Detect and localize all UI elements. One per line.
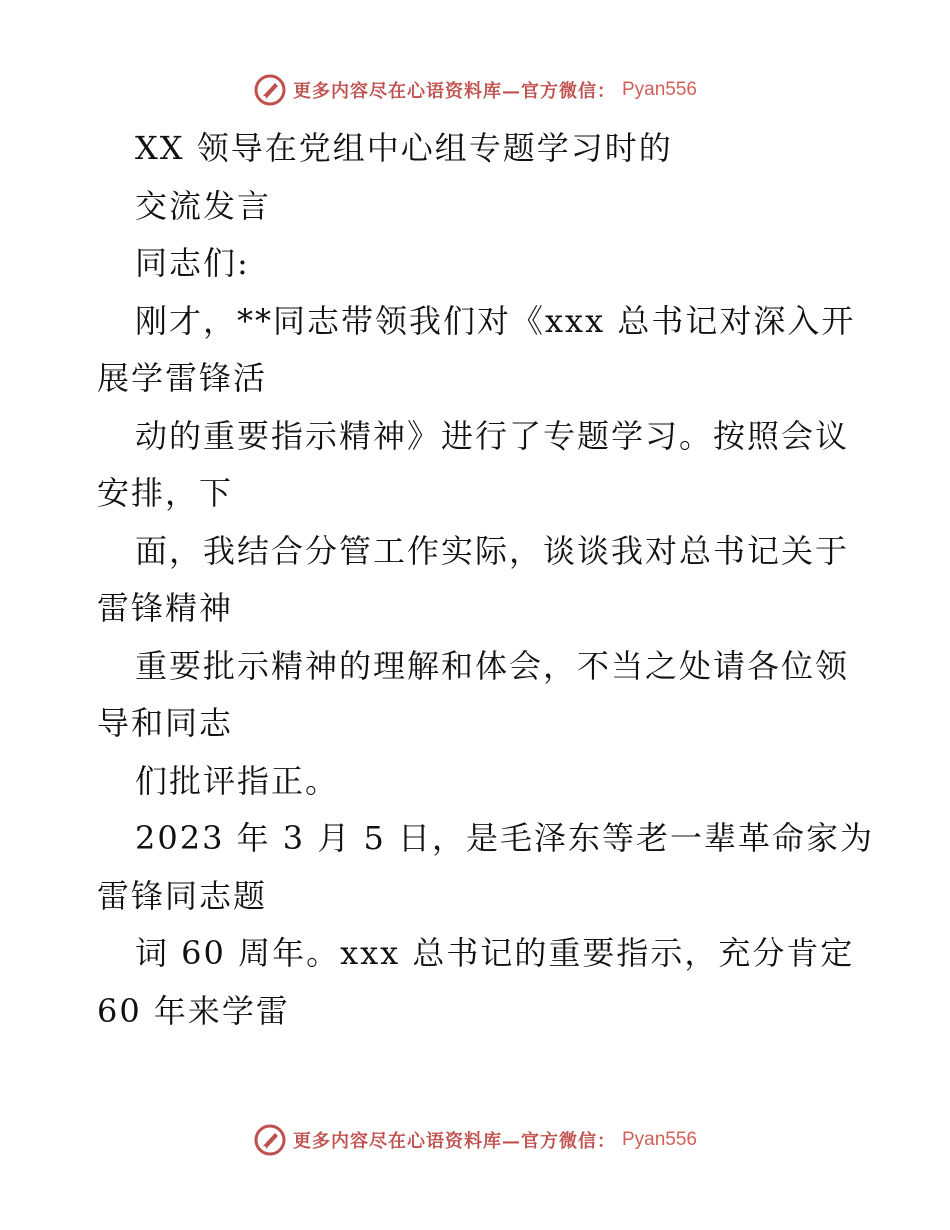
- doc-paragraph-line: 动的重要指示精神》进行了专题学习。按照会议: [135, 416, 850, 455]
- doc-paragraph-line: 词 60 周年。xxx 总书记的重要指示，充分肯定: [135, 934, 855, 972]
- document-body: [97, 120, 875, 1040]
- footer-watermark: [0, 1120, 950, 1160]
- doc-paragraph-line: 安排，下: [97, 474, 234, 512]
- doc-paragraph-line: 雷锋同志题: [97, 876, 268, 915]
- doc-paragraph-line: 雷锋精神: [97, 589, 234, 627]
- doc-paragraph-line: 面，我结合分管工作实际，谈谈我对总书记关于: [135, 531, 850, 570]
- watermark-handle: Pyan556: [621, 1129, 697, 1150]
- doc-paragraph-line: 重要批示精神的理解和体会，不当之处请各位领: [135, 646, 850, 685]
- doc-title-line: 交流发言: [135, 186, 272, 225]
- watermark-handle: Pyan556: [621, 79, 697, 100]
- watermark-text: 更多内容尽在心语资料库—官方微信：: [292, 1131, 616, 1152]
- pen-nib-circle-icon: [253, 73, 287, 107]
- pen-nib-circle-icon: [253, 1123, 287, 1157]
- doc-title-line: XX 领导在党组中心组专题学习时的: [135, 129, 673, 167]
- doc-paragraph-line: 2023 年 3 月 5 日，是毛泽东等老一辈革命家为: [135, 819, 875, 857]
- header-watermark: [0, 70, 950, 110]
- doc-paragraph-line: 展学雷锋活: [97, 359, 268, 397]
- watermark-text: 更多内容尽在心语资料库—官方微信：: [292, 81, 616, 102]
- doc-paragraph-line: 导和同志: [97, 704, 234, 742]
- doc-paragraph-line: 刚才，**同志带领我们对《xxx 总书记对深入开: [135, 301, 856, 340]
- doc-paragraph-line: 60 年来学雷: [97, 991, 290, 1030]
- doc-paragraph-line: 们批评指正。: [135, 761, 340, 800]
- doc-salutation: 同志们:: [135, 244, 250, 282]
